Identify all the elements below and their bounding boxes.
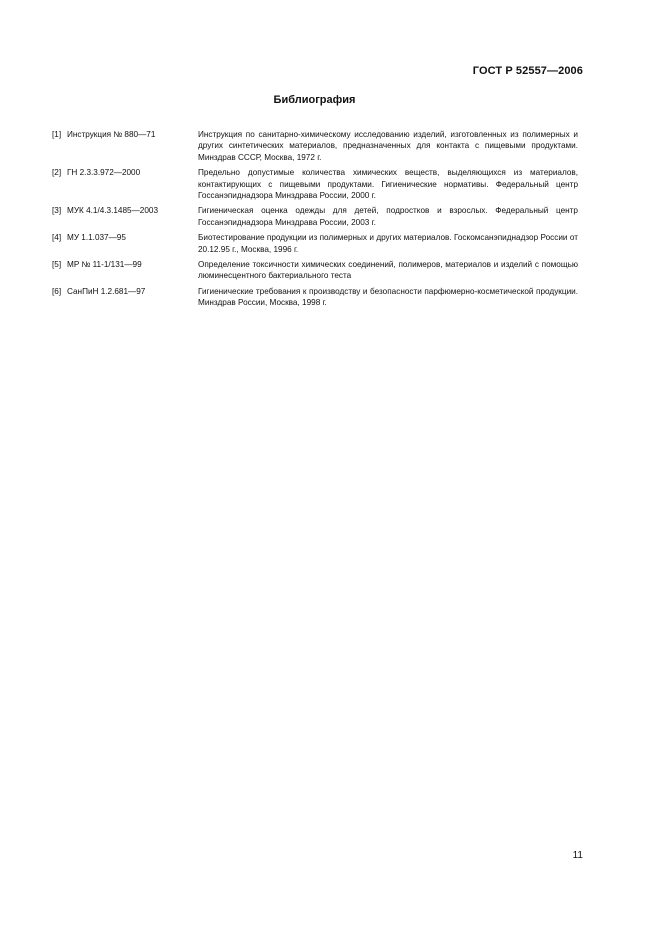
page-number: 11 [572, 850, 583, 861]
bibliography-entry [52, 259, 578, 282]
entry-number: [2] [52, 168, 62, 178]
entry-number: [1] [52, 130, 62, 139]
entry-description: Определение токсичности химических соединений, полимеров, материалов и изделий с помощью люминесцентного бактериального теста [198, 260, 578, 281]
bibliography-entry [52, 129, 578, 163]
entry-number: [4] [52, 233, 62, 243]
bibliography-list [52, 129, 578, 313]
bibliography-entry [52, 167, 578, 201]
entry-description: Гигиеническая оценка одежды для детей, подростков и взрослых. Федеральный центр Госсанэпиднадзора Минздрава России, 2003 г. [198, 206, 578, 227]
entry-description: Инструкция по санитарно-химическому исследованию изделий, изготовленных из полимерных и других синтетических материалов, предназначенных для контакта с пищевыми продуктами. Минздрав СССР, Москва, 1972 г. [198, 130, 578, 162]
entry-document-code: СанПиН 1.2.681—97 [67, 286, 146, 296]
entry-document-code: Инструкция № 880—71 [67, 130, 156, 139]
standard-code: ГОСТ Р 52557—2006 [472, 65, 583, 77]
entry-description: Предельно допустимые количества химических веществ, выделяющихся из материалов, контактирующих с пищевыми продуктами. Гигиенические нормативы. Федеральный центр Госсанэпиднадзора Минздрава России, 2000 г. [198, 168, 578, 201]
entry-document-code: МУ 1.1.037—95 [67, 233, 126, 243]
entry-number: [3] [52, 206, 62, 216]
bibliography-entry [52, 232, 578, 255]
entry-description: Гигиенические требования к производству и безопасности парфюмерно-косметической продукции. Минздрав России, Москва, 1998 г. [198, 286, 578, 308]
entry-document-code: МУК 4.1/4.3.1485—2003 [67, 206, 158, 216]
entry-number: [6] [52, 286, 62, 296]
entry-document-code: МР № 11-1/131—99 [67, 260, 142, 270]
bibliography-entry [52, 286, 578, 309]
page-title: Библиография [273, 94, 356, 106]
entry-document-code: ГН 2.3.3.972—2000 [67, 168, 141, 178]
entry-number: [5] [52, 260, 62, 270]
entry-description: Биотестирование продукции из полимерных и других материалов. Госкомсанэпиднадзор России от 20.12.95 г., Москва, 1996 г. [198, 233, 578, 254]
bibliography-entry [52, 205, 578, 228]
